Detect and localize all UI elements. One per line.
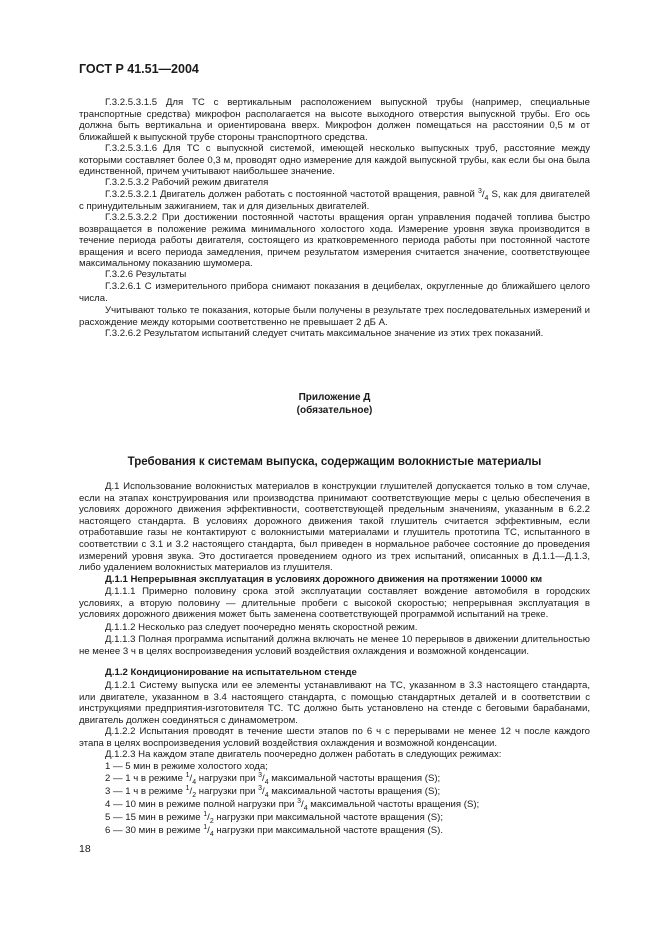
- appendix-status: (обязательное): [296, 405, 373, 416]
- heading-d1-2: Д.1.2 Кондиционирование на испытательном стенде: [105, 667, 357, 678]
- paragraph-g3-2-5-3-1-6: Г.3.2.5.3.1.6 Для ТС с выпускной системой, имеющей несколько выпускных труб, расстояние между которыми составляет более 0,3 м, проводят одно измерение для каждой выпускной трубы, как если бы она была единственной, причем учитывают наибольшее значение.: [79, 143, 590, 178]
- appendix-title: Требования к системам выпуска, содержащим волокнистые материалы: [127, 456, 542, 468]
- paragraph-g3-2-6-1: Г.3.2.6.1 С измерительного прибора снимают показания в децибелах, округленные до ближайшего целого числа.: [79, 281, 590, 304]
- mode-item: 1 — 5 мин в режиме холостого хода;: [105, 761, 268, 772]
- mode-item: 4 — 10 мин в режиме полной нагрузки при $^3/_4$ максимальной частоты вращения (S);: [105, 797, 480, 812]
- mode-item: 6 — 30 мин в режиме $^1/_4$ нагрузки при максимальной частоте вращения (S).: [105, 823, 443, 838]
- paragraph-g3-2-5-3-2-1: Г.3.2.5.3.2.1 Двигатель должен работать с постоянной частотой вращения, равной $^3/_4$ S, как для двигателей с принудительным зажиганием, так и для дизельных двигателей.: [79, 187, 591, 212]
- mode-item: 5 — 15 мин в режиме $^1/_2$ нагрузки при максимальной частоте вращения (S);: [105, 810, 443, 825]
- paragraph-g3-2-5-3-1-5: Г.3.2.5.3.1.5 Для ТС с вертикальным расположением выпускной трубы (например, специальные транспортные средства) микрофон располагается на высоте выходного отверстия выпускной трубы. Его ось должна быть вертикальна и ориентирована вверх. Микрофон должен помещаться на расстоянии 0,5 м от ближайшей к выпускной трубе стороны транспортного средства.: [79, 97, 590, 143]
- document-header: ГОСТ Р 41.51—2004: [79, 62, 199, 76]
- paragraph-readings: Учитывают только те показания, которые были получены в результате трех последовательных измерений и расхождение между которыми соответственно не превышает 2 дБ А.: [79, 305, 590, 328]
- paragraph-d1-2-1: Д.1.2.1 Систему выпуска или ее элементы устанавливают на ТС, указанном в 3.3 настоящего стандарта, или двигателе, указанном в 3.4 настоящего стандарта, с помощью стандартных деталей и в соответствии с инструкциями предприятия-изготовителя ТС. ТС должно быть установлено на стенде с беговыми барабанами, двигатель должен соединяться с динамометром.: [79, 680, 590, 726]
- page-number: 18: [79, 843, 91, 855]
- paragraph-d1-2-2: Д.1.2.2 Испытания проводят в течение шести этапов по 6 ч с перерывами не менее 12 ч после каждого этапа в целях воспроизведения условий воздействия охлаждения и возможной конденсации.: [79, 726, 590, 749]
- paragraph-g3-2-5-3-2-2: Г.3.2.5.3.2.2 При достижении постоянной частоты вращения орган управления подачей топлива быстро возвращается в положение режима минимального холостого хода. Измерение уровня звука производится в течение периода работы двигателя, состоящего из кратковременного периода работы при постоянной частоте вращения и всего периода замедления, причем результатом измерения считается значение, соответствующее максимальному показанию шумомера.: [79, 212, 590, 270]
- paragraph-d1-2-3: Д.1.2.3 На каждом этапе двигатель поочередно должен работать в следующих режимах:: [105, 749, 502, 760]
- appendix-label: Приложение Д: [298, 392, 371, 403]
- paragraph-d1: Д.1 Использование волокнистых материалов в конструкции глушителей допускается только в том случае, если на этапах конструирования или производства принимают соответствующие меры с целью обеспечения в условиях дорожного движения эффективности, соответствующей предельным значениям, указанным в 6.2.2 настоящего стандарта. В условиях дорожного движения такой глушитель считается эффективным, если отработавшие газы не контактируют с волокнистыми материалами и глушитель прототипа ТС, испытанного в соответствии с 3.1 и 3.2 настоящего стандарта, был приведен в нормальное рабочее состояние до проведения измерений уровня звука. Это достигается проведением одного из трех испытаний, описанных в Д.1.1—Д.1.3, либо удалением волокнистых материалов из глушителя.: [79, 481, 590, 574]
- paragraph-d1-1-1: Д.1.1.1 Примерно половину срока этой эксплуатации составляет вождение автомобиля в городских условиях, а вторую половину — длительные пробеги с высокой скоростью; непрерывная эксплуатация в условиях дорожного движения может быть заменена соответствующей программой испытаний на треке.: [79, 586, 590, 621]
- mode-item: 2 — 1 ч в режиме $^1/_4$ нагрузки при $^3/_4$ максимальной частоты вращения (S);: [105, 771, 441, 786]
- paragraph-g3-2-6-2: Г.3.2.6.2 Результатом испытаний следует считать максимальное значение из этих трех показаний.: [105, 328, 544, 339]
- heading-d1-1: Д.1.1 Непрерывная эксплуатация в условиях дорожного движения на протяжении 10000 км: [105, 574, 543, 585]
- mode-item: 3 — 1 ч в режиме $^1/_2$ нагрузки при $^3/_4$ максимальной частоты вращения (S);: [105, 784, 441, 799]
- paragraph-g3-2-6: Г.3.2.6 Результаты: [105, 269, 187, 280]
- paragraph-g3-2-5-3-2: Г.3.2.5.3.2 Рабочий режим двигателя: [105, 177, 269, 188]
- paragraph-d1-1-2: Д.1.1.2 Несколько раз следует поочередно менять скоростной режим.: [105, 622, 418, 633]
- paragraph-d1-1-3: Д.1.1.3 Полная программа испытаний должна включать не менее 10 перерывов в движении длительностью не менее 3 ч в целях воспроизведения условий воздействия охлаждения и возможной конденсации.: [79, 634, 590, 657]
